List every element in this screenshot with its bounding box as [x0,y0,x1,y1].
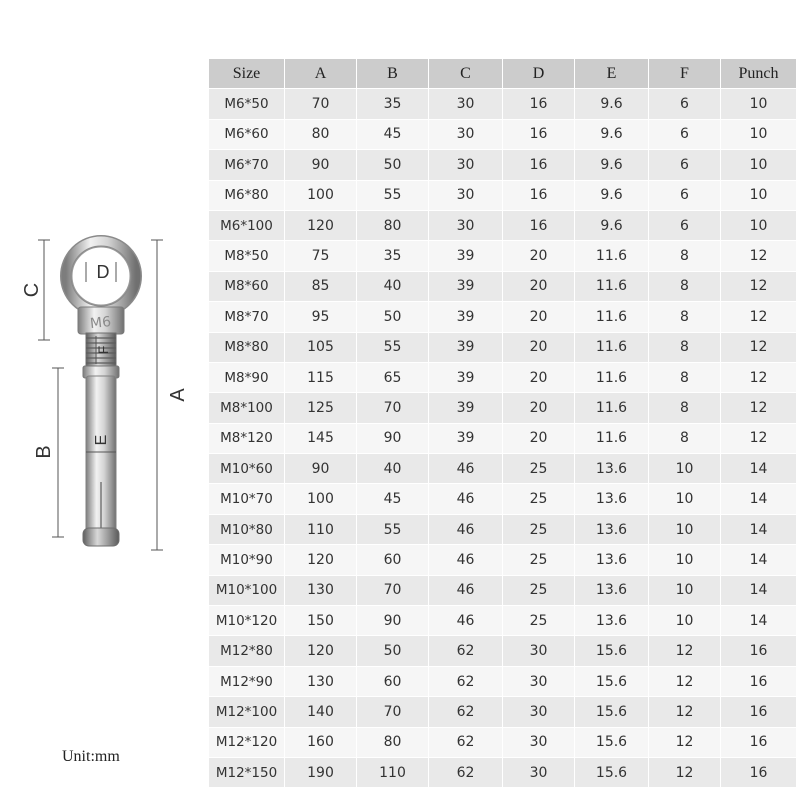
value-cell: 30 [503,636,575,666]
size-cell: M8*60 [209,271,285,301]
value-cell: 30 [429,119,503,149]
value-cell: 10 [649,484,721,514]
size-cell: M8*70 [209,302,285,332]
table-row [209,302,797,332]
value-cell: 12 [721,302,797,332]
size-cell: M12*100 [209,697,285,727]
value-cell: 13.6 [575,545,649,575]
value-cell: 40 [357,271,429,301]
value-cell: 62 [429,757,503,787]
table-row [209,89,797,119]
value-cell: 12 [649,727,721,757]
table-row [209,727,797,757]
value-cell: 12 [649,757,721,787]
size-cell: M10*120 [209,606,285,636]
value-cell: 16 [721,727,797,757]
value-cell: 11.6 [575,302,649,332]
value-cell: 46 [429,514,503,544]
value-cell: 30 [503,727,575,757]
table-row [209,332,797,362]
value-cell: 30 [429,150,503,180]
value-cell: 13.6 [575,575,649,605]
value-cell: 80 [357,727,429,757]
value-cell: 10 [649,606,721,636]
table-row [209,241,797,271]
value-cell: 8 [649,241,721,271]
value-cell: 6 [649,210,721,240]
size-cell: M6*80 [209,180,285,210]
value-cell: 10 [721,180,797,210]
value-cell: 9.6 [575,180,649,210]
table-row [209,484,797,514]
value-cell: 60 [357,666,429,696]
value-cell: 16 [503,210,575,240]
value-cell: 145 [285,423,357,453]
value-cell: 12 [649,666,721,696]
table-row [209,150,797,180]
value-cell: 39 [429,332,503,362]
column-header: B [357,59,429,89]
value-cell: 16 [721,666,797,696]
table-row [209,423,797,453]
unit-label: Unit:mm [62,748,120,765]
value-cell: 45 [357,484,429,514]
value-cell: 11.6 [575,393,649,423]
column-header: F [649,59,721,89]
size-cell: M8*90 [209,362,285,392]
value-cell: 14 [721,484,797,514]
dimension-label-d: D [96,262,110,282]
value-cell: 8 [649,362,721,392]
value-cell: 10 [721,119,797,149]
value-cell: 20 [503,423,575,453]
value-cell: 62 [429,636,503,666]
value-cell: 12 [649,636,721,666]
size-cell: M6*100 [209,210,285,240]
value-cell: 46 [429,454,503,484]
size-cell: M8*120 [209,423,285,453]
value-cell: 14 [721,606,797,636]
value-cell: 11.6 [575,271,649,301]
value-cell: 20 [503,302,575,332]
table-row [209,271,797,301]
table-row [209,575,797,605]
size-cell: M6*50 [209,89,285,119]
value-cell: 16 [503,180,575,210]
column-header: Size [209,59,285,89]
value-cell: 30 [503,666,575,696]
value-cell: 25 [503,484,575,514]
dimension-label-b: B [33,445,55,459]
value-cell: 6 [649,89,721,119]
value-cell: 20 [503,241,575,271]
value-cell: 12 [721,332,797,362]
value-cell: 125 [285,393,357,423]
value-cell: 25 [503,545,575,575]
column-header: E [575,59,649,89]
value-cell: 15.6 [575,636,649,666]
column-header: D [503,59,575,89]
value-cell: 130 [285,575,357,605]
table-row [209,757,797,787]
value-cell: 70 [285,89,357,119]
table-row [209,210,797,240]
value-cell: 15.6 [575,666,649,696]
table-row [209,606,797,636]
value-cell: 90 [357,423,429,453]
value-cell: 8 [649,332,721,362]
value-cell: 13.6 [575,606,649,636]
size-cell: M10*100 [209,575,285,605]
table-row [209,666,797,696]
value-cell: 16 [721,757,797,787]
size-cell: M10*80 [209,514,285,544]
table-row [209,362,797,392]
value-cell: 20 [503,332,575,362]
value-cell: 65 [357,362,429,392]
column-header: A [285,59,357,89]
value-cell: 8 [649,393,721,423]
value-cell: 25 [503,575,575,605]
value-cell: 16 [503,150,575,180]
value-cell: 14 [721,454,797,484]
size-cell: M12*90 [209,666,285,696]
value-cell: 75 [285,241,357,271]
dimension-label-e: E [93,434,110,446]
size-cell: M8*100 [209,393,285,423]
dimension-label-a: A [167,388,189,402]
value-cell: 45 [357,119,429,149]
value-cell: 8 [649,423,721,453]
value-cell: 20 [503,393,575,423]
value-cell: 14 [721,514,797,544]
value-cell: 10 [721,89,797,119]
value-cell: 30 [503,697,575,727]
value-cell: 12 [721,393,797,423]
size-cell: M8*80 [209,332,285,362]
value-cell: 39 [429,302,503,332]
value-cell: 62 [429,727,503,757]
value-cell: 55 [357,180,429,210]
size-cell: M10*90 [209,545,285,575]
value-cell: 70 [357,393,429,423]
value-cell: 25 [503,454,575,484]
value-cell: 10 [649,575,721,605]
value-cell: 16 [721,636,797,666]
bolt-collar [78,307,124,334]
value-cell: 6 [649,150,721,180]
size-cell: M10*70 [209,484,285,514]
value-cell: 10 [649,545,721,575]
table-row [209,393,797,423]
value-cell: 10 [721,210,797,240]
value-cell: 10 [721,150,797,180]
value-cell: 120 [285,545,357,575]
value-cell: 14 [721,575,797,605]
table-row [209,545,797,575]
table-header-row [209,59,797,89]
value-cell: 12 [721,362,797,392]
value-cell: 12 [649,697,721,727]
value-cell: 62 [429,666,503,696]
value-cell: 120 [285,636,357,666]
dimension-label-c: C [21,282,43,298]
value-cell: 12 [721,241,797,271]
value-cell: 60 [357,545,429,575]
table-row [209,636,797,666]
value-cell: 30 [503,757,575,787]
value-cell: 120 [285,210,357,240]
value-cell: 8 [649,302,721,332]
size-cell: M12*150 [209,757,285,787]
value-cell: 100 [285,180,357,210]
table-row [209,514,797,544]
value-cell: 6 [649,180,721,210]
size-cell: M8*50 [209,241,285,271]
value-cell: 55 [357,332,429,362]
value-cell: 110 [285,514,357,544]
value-cell: 15.6 [575,727,649,757]
value-cell: 15.6 [575,757,649,787]
value-cell: 110 [357,757,429,787]
value-cell: 160 [285,727,357,757]
value-cell: 150 [285,606,357,636]
value-cell: 13.6 [575,514,649,544]
value-cell: 39 [429,362,503,392]
value-cell: 115 [285,362,357,392]
value-cell: 11.6 [575,423,649,453]
value-cell: 14 [721,545,797,575]
value-cell: 90 [285,454,357,484]
value-cell: 39 [429,423,503,453]
specification-table [208,58,797,788]
value-cell: 10 [649,454,721,484]
value-cell: 130 [285,666,357,696]
value-cell: 12 [721,423,797,453]
value-cell: 70 [357,697,429,727]
value-cell: 80 [357,210,429,240]
value-cell: 46 [429,545,503,575]
value-cell: 190 [285,757,357,787]
value-cell: 30 [429,210,503,240]
column-header: Punch [721,59,797,89]
value-cell: 50 [357,150,429,180]
size-cell: M6*60 [209,119,285,149]
value-cell: 16 [503,89,575,119]
value-cell: 9.6 [575,150,649,180]
expansion-sleeve [83,376,119,546]
value-cell: 62 [429,697,503,727]
value-cell: 13.6 [575,484,649,514]
value-cell: 30 [429,180,503,210]
value-cell: 6 [649,119,721,149]
column-header: C [429,59,503,89]
value-cell: 90 [285,150,357,180]
value-cell: 50 [357,302,429,332]
value-cell: 80 [285,119,357,149]
table-row [209,180,797,210]
value-cell: 25 [503,606,575,636]
size-cell: M12*120 [209,727,285,757]
value-cell: 70 [357,575,429,605]
value-cell: 140 [285,697,357,727]
value-cell: 35 [357,241,429,271]
value-cell: 95 [285,302,357,332]
value-cell: 39 [429,271,503,301]
dimension-label-f: F [95,345,111,355]
value-cell: 12 [721,271,797,301]
value-cell: 9.6 [575,210,649,240]
value-cell: 46 [429,575,503,605]
value-cell: 9.6 [575,89,649,119]
value-cell: 20 [503,362,575,392]
value-cell: 10 [649,514,721,544]
table-row [209,454,797,484]
size-cell: M12*80 [209,636,285,666]
eye-bolt-dimension-figure [0,0,210,800]
value-cell: 25 [503,514,575,544]
value-cell: 16 [503,119,575,149]
value-cell: 16 [721,697,797,727]
value-cell: 13.6 [575,454,649,484]
value-cell: 30 [429,89,503,119]
value-cell: 11.6 [575,332,649,362]
value-cell: 39 [429,241,503,271]
value-cell: 105 [285,332,357,362]
value-cell: 85 [285,271,357,301]
value-cell: 50 [357,636,429,666]
value-cell: 8 [649,271,721,301]
value-cell: 100 [285,484,357,514]
value-cell: 15.6 [575,697,649,727]
value-cell: 9.6 [575,119,649,149]
size-cell: M10*60 [209,454,285,484]
value-cell: 20 [503,271,575,301]
value-cell: 11.6 [575,362,649,392]
table-row [209,697,797,727]
value-cell: 39 [429,393,503,423]
size-cell: M6*70 [209,150,285,180]
value-cell: 35 [357,89,429,119]
value-cell: 90 [357,606,429,636]
value-cell: 46 [429,484,503,514]
collar-stamp: M6 [89,313,112,333]
table-body [209,89,797,788]
value-cell: 40 [357,454,429,484]
table-row [209,119,797,149]
value-cell: 46 [429,606,503,636]
value-cell: 55 [357,514,429,544]
value-cell: 11.6 [575,241,649,271]
